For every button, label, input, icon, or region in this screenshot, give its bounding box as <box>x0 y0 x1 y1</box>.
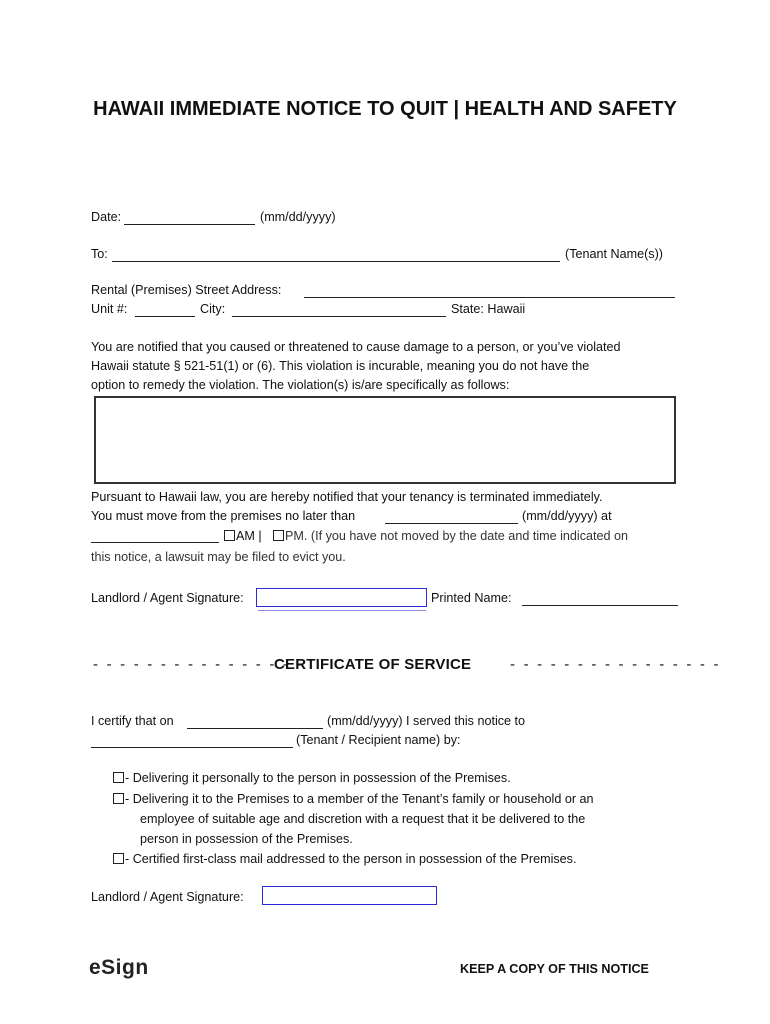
unit-field[interactable] <box>135 316 195 317</box>
date-field[interactable] <box>124 224 255 225</box>
delivery-option-mail[interactable] <box>113 852 576 866</box>
to-label: To: <box>91 247 108 261</box>
delivery-mail-checkbox[interactable] <box>113 853 124 864</box>
pm-option[interactable] <box>273 529 628 543</box>
delivery-family-label-1: - Delivering it to the Premises to a member of the Tenant’s family or household or an <box>125 792 594 806</box>
move-out-time-field[interactable] <box>91 542 219 543</box>
move-out-date-field[interactable] <box>385 523 518 524</box>
tenant-names-field[interactable] <box>112 261 560 262</box>
state-label: State: Hawaii <box>451 302 526 316</box>
recipient-label: (Tenant / Recipient name) by: <box>296 733 461 747</box>
tenant-names-label: (Tenant Name(s)) <box>565 247 663 261</box>
delivery-family-label-3: person in possession of the Premises. <box>140 832 353 846</box>
certificate-heading: CERTIFICATE OF SERVICE <box>274 656 472 673</box>
delivery-family-checkbox[interactable] <box>113 793 124 804</box>
printed-name-field[interactable] <box>522 605 678 606</box>
pursuant-line: Pursuant to Hawaii law, you are hereby notified that your tenancy is terminated immediately. <box>91 490 603 504</box>
esign-logo: eSign <box>89 956 149 979</box>
city-label: City: <box>200 302 226 316</box>
pm-checkbox[interactable] <box>273 530 284 541</box>
service-date-field[interactable] <box>187 728 323 729</box>
printed-name-label: Printed Name: <box>431 591 512 605</box>
final-signature-field[interactable] <box>262 886 437 905</box>
notice-line-3: option to remedy the violation. The violation(s) is/are specifically as follows: <box>91 378 510 392</box>
delivery-personal-label: - Delivering it personally to the person in possession of the Premises. <box>125 771 511 785</box>
delivery-option-personal[interactable] <box>113 771 511 785</box>
am-label: AM | <box>236 529 262 543</box>
delivery-option-family[interactable] <box>113 792 594 806</box>
date-label: Date: <box>91 210 122 224</box>
landlord-signature-underline <box>258 610 426 611</box>
notice-line-2: Hawaii statute § 521-51(1) or (6). This violation is incurable, meaning you do not have the <box>91 359 590 373</box>
lawsuit-line: this notice, a lawsuit may be filed to evict you. <box>91 550 346 564</box>
keep-copy-note: KEEP A COPY OF THIS NOTICE <box>460 962 649 976</box>
pm-label: PM. (If you have not moved by the date and time indicated on <box>285 529 629 543</box>
landlord-signature-field[interactable] <box>256 588 427 607</box>
notice-line-1: You are notified that you caused or threatened to cause damage to a person, or you’ve violated <box>91 340 621 354</box>
date-format-hint: (mm/dd/yyyy) <box>260 210 336 224</box>
final-signature-label: Landlord / Agent Signature: <box>91 890 244 904</box>
violation-description-box[interactable] <box>94 396 676 484</box>
heading-dashes-right: - - - - - - - - - - - - - - - - <box>510 656 721 673</box>
am-checkbox[interactable] <box>224 530 235 541</box>
delivery-personal-checkbox[interactable] <box>113 772 124 783</box>
document-title: HAWAII IMMEDIATE NOTICE TO QUIT | HEALTH AND SAFETY <box>93 98 677 120</box>
delivery-family-label-2: employee of suitable age and discretion with a request that it be delivered to the <box>140 812 586 826</box>
heading-dashes-left: - - - - - - - - - - - - - - - - <box>93 656 304 673</box>
move-out-suffix: (mm/dd/yyyy) at <box>522 509 612 523</box>
am-option[interactable] <box>224 529 262 543</box>
rental-address-label: Rental (Premises) Street Address: <box>91 283 282 297</box>
unit-label: Unit #: <box>91 302 128 316</box>
certify-suffix: (mm/dd/yyyy) I served this notice to <box>327 714 526 728</box>
recipient-name-field[interactable] <box>91 747 293 748</box>
delivery-mail-label: - Certified first-class mail addressed to the person in possession of the Premises. <box>125 852 577 866</box>
move-out-prefix: You must move from the premises no later than <box>91 509 356 523</box>
certify-prefix: I certify that on <box>91 714 174 728</box>
rental-address-field[interactable] <box>304 297 675 298</box>
landlord-signature-label: Landlord / Agent Signature: <box>91 591 244 605</box>
city-field[interactable] <box>232 316 446 317</box>
